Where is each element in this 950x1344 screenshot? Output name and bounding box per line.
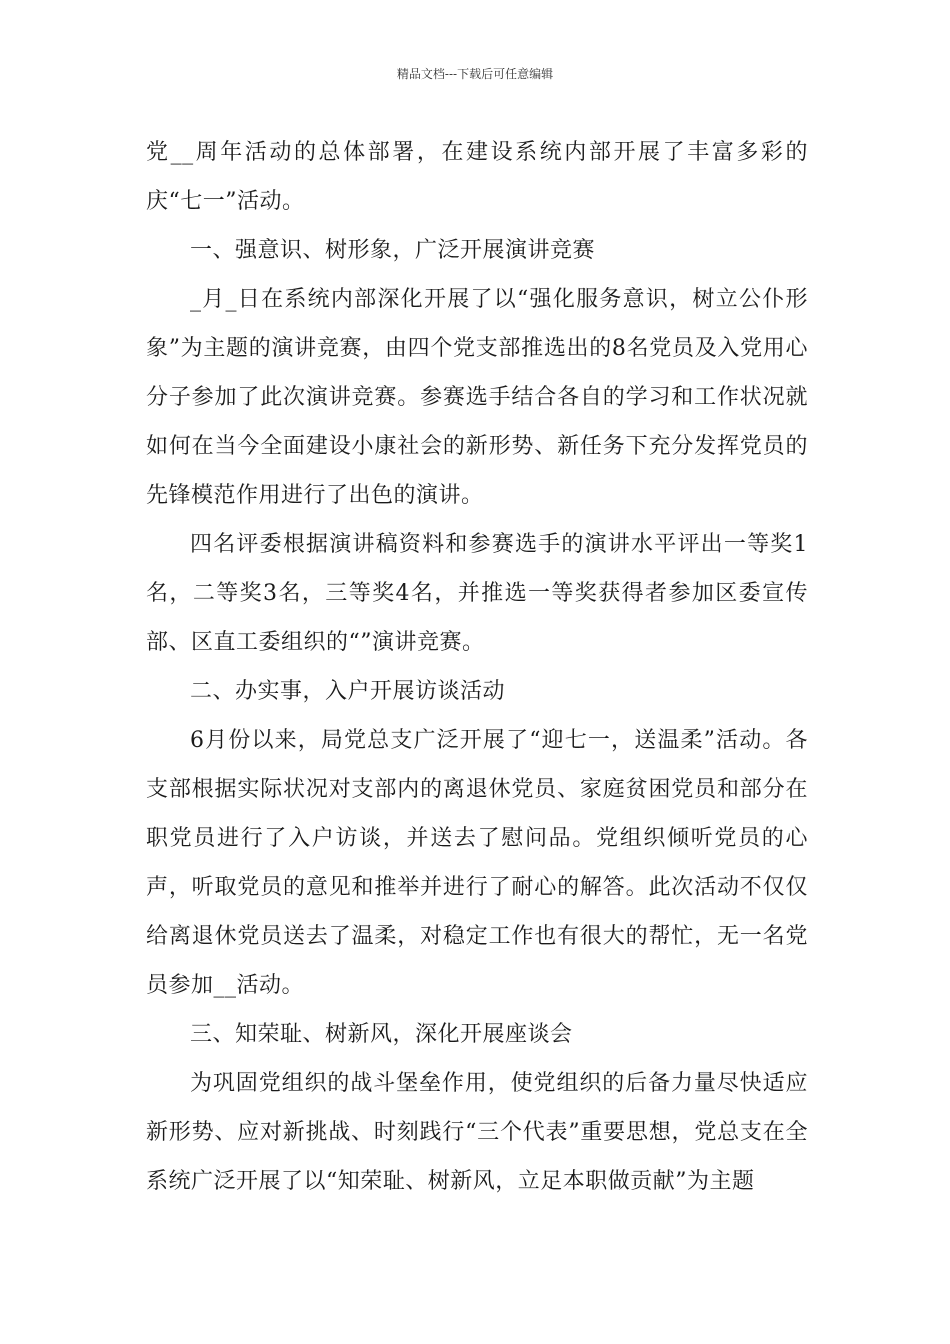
paragraph-speech-contest: _月_日在系统内部深化开展了以“强化服务意识，树立公仆形象”为主题的演讲竞赛，由四个党支部推选出的8名党员及入党用心分子参加了此次演讲竞赛。参赛选手结合各自的学习和工作状况就如何在当今全面建设小康社会的新形势、新任务下充分发挥党员的先锋模范作用进行了出色的演讲。 xyxy=(146,287,808,508)
paragraph-speech-awards: 四名评委根据演讲稿资料和参赛选手的演讲水平评出一等奖1名，二等奖3名，三等奖4名，并推选一等奖获得者参加区委宣传部、区直工委组织的“”演讲竞赛。 xyxy=(146,532,808,655)
page-header: 精品文档---下载后可任意编辑 xyxy=(396,67,554,81)
section-heading-symposium: 三、知荣耻、树新风，深化开展座谈会 xyxy=(190,1022,573,1047)
paragraph-home-visits: 6月份以来，局党总支广泛开展了“迎七一，送温柔”活动。各支部根据实际状况对支部内的离退休党员、家庭贫困党员和部分在职党员进行了入户访谈，并送去了慰问品。党组织倾听党员的心声，听取党员的意见和推举并进行了耐心的解答。此次活动不仅仅给离退休党员送去了温柔，对稳定工作也有很大的帮忙，无一名党员参加__活动。 xyxy=(146,728,808,998)
paragraph-intro-continuation: 党__周年活动的总体部署，在建设系统内部开展了丰富多彩的庆“七一”活动。 xyxy=(146,140,808,214)
section-heading-speech-contest: 一、强意识、树形象，广泛开展演讲竞赛 xyxy=(190,238,596,263)
section-heading-home-visits: 二、办实事，入户开展访谈活动 xyxy=(190,679,506,704)
document-body xyxy=(146,128,808,1206)
paragraph-symposium: 为巩固党组织的战斗堡垒作用，使党组织的后备力量尽快适应新形势、应对新挑战、时刻践行“三个代表”重要思想，党总支在全系统广泛开展了以“知荣耻、树新风，立足本职做贡献”为主题 xyxy=(146,1071,808,1194)
